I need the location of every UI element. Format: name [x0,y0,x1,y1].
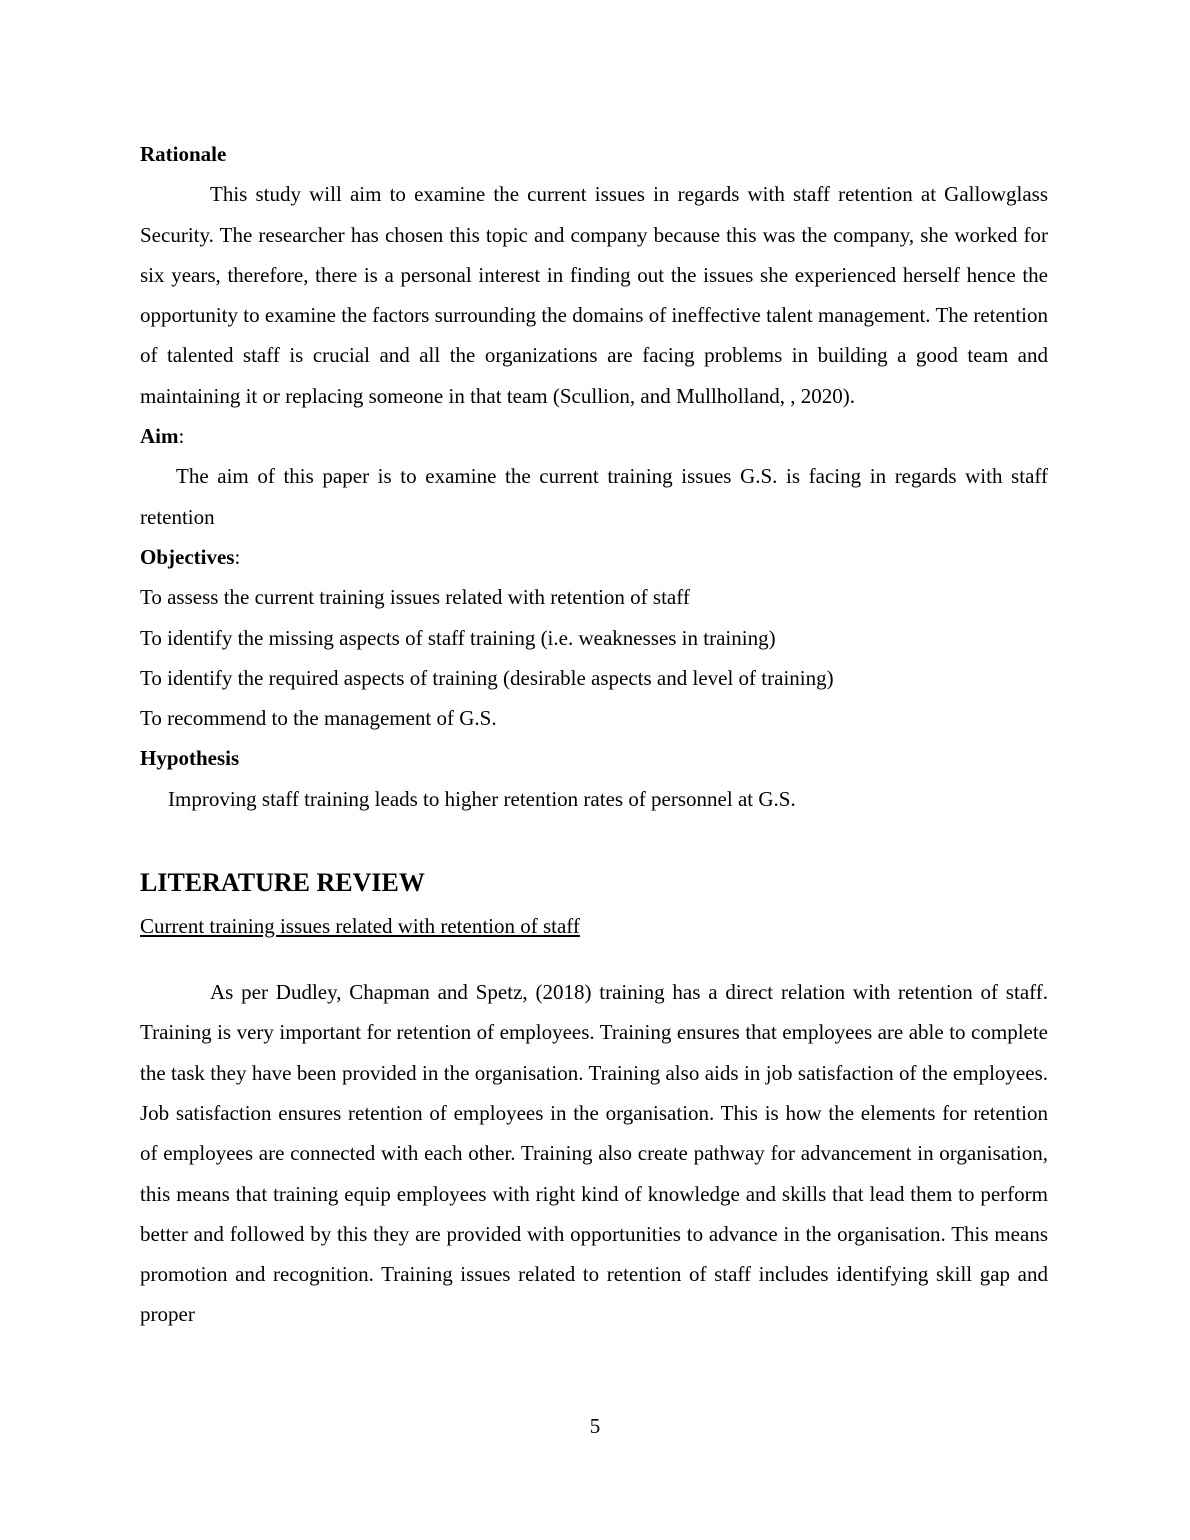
objective-item-2: To identify the missing aspects of staff training (i.e. weaknesses in training) [140,625,776,650]
literature-review-subsection: Current training issues related with retention of staff [140,914,580,939]
literature-review-paragraph: As per Dudley, Chapman and Spetz, (2018) training has a direct relation with retention of staff. Training is very important for retention of employees. Training ensures that employees are able to complete the task they have been provided in the organisation. Training also aids in job satisfaction of the employees. Job satisfaction ensures retention of employees in the organisation. This is how the elements for retention of employees are connected with each other. Training also create pathway for advancement in organisation, this means that training equip employees with right kind of knowledge and skills that lead them to perform better and followed by this they are provided with opportunities to advance in the organisation. This means promotion and recognition. Training issues related to retention of staff includes identifying skill gap and proper [140,980,1048,1327]
literature-review-title: LITERATURE REVIEW [140,868,425,898]
objectives-heading-line [140,537,1048,577]
rationale-heading: Rationale [140,142,227,166]
objectives-colon: : [234,544,241,569]
aim-heading: Aim [140,424,179,449]
objective-item-3: To identify the required aspects of training (desirable aspects and level of training) [140,665,834,690]
objective-item-4: To recommend to the management of G.S. [140,706,497,731]
objective-item-1: To assess the current training issues related with retention of staff [140,585,690,610]
rationale-paragraph: This study will aim to examine the current issues in regards with staff retention at Gallowglass Security. The researcher has chosen this topic and company because this was the company, she worked for six years, therefore, there is a personal interest in finding out the issues she experienced herself hence the opportunity to examine the factors surrounding the domains of ineffective talent management. The retention of talented staff is crucial and all the organizations are facing problems in building a good team and maintaining it or replacing someone in that team (Scullion, and Mullholland, , 2020). [140,182,1048,408]
document-page [140,134,1048,1335]
page-number: 5 [589,1414,601,1438]
aim-heading-line [140,416,1048,456]
aim-paragraph: The aim of this paper is to examine the current training issues G.S. is facing in regards with staff retention [140,464,1048,529]
hypothesis-paragraph: Improving staff training leads to higher retention rates of personnel at G.S. [168,786,796,811]
aim-colon: : [178,424,185,449]
hypothesis-heading: Hypothesis [140,746,240,771]
objectives-heading: Objectives [140,544,235,569]
